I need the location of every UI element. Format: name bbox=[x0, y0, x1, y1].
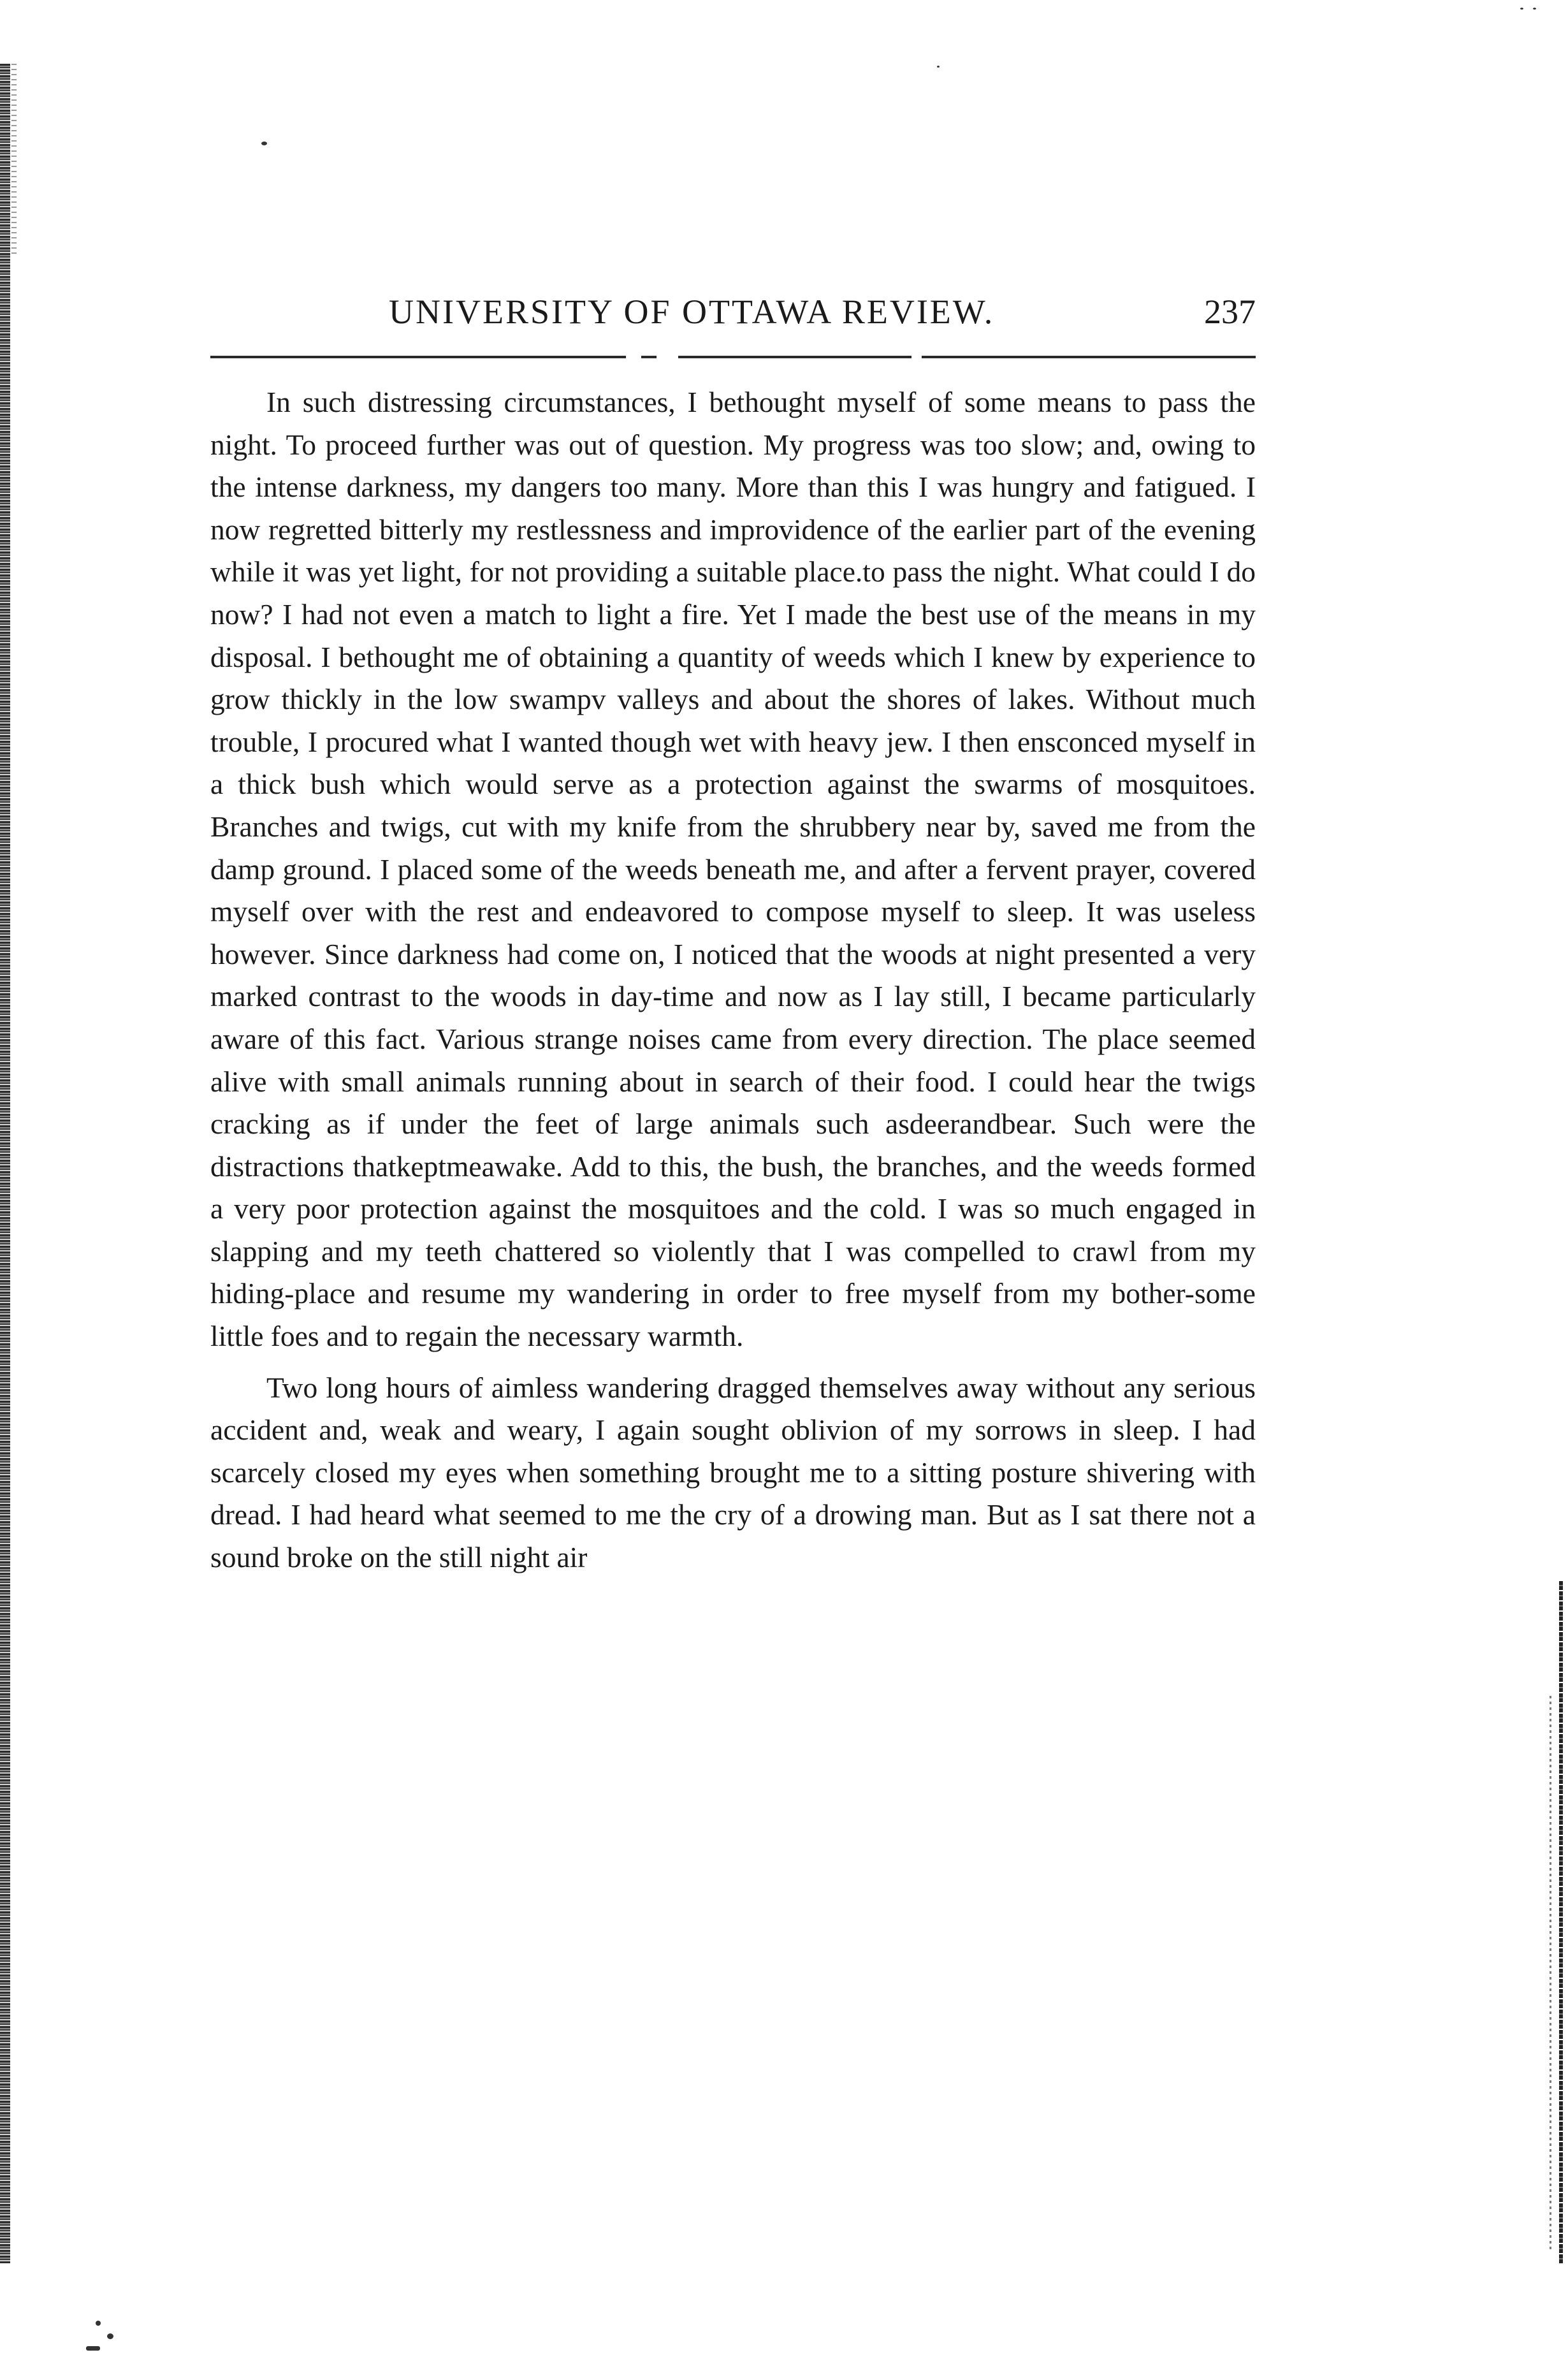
scan-speck bbox=[107, 2333, 113, 2339]
scan-binding-edge bbox=[0, 64, 10, 2263]
header-rule-break bbox=[911, 353, 922, 360]
scan-speck bbox=[96, 2321, 101, 2326]
scan-right-edge-fragment bbox=[1550, 1696, 1551, 2251]
paragraph: In such distressing circumstances, I bethought myself of some means to pass the night. To proceed further was out of question. My progress was too slow; and, owing to the intense darkness, my dangers too many. More than this I was hungry and fatigued. I now regretted bitterly my restlessness and improvidence of the earlier part of the evening while it was yet light, for not providing a suitable place.to pass the night. What could I do now? I had not even a match to light a fire. Yet I made the best use of the means in my disposal. I bethought me of obtaining a quantity of weeds which I knew by experience to grow thickly in the low swampv valleys and about the shores of lakes. Without much trouble, I procured what I wanted though wet with heavy jew. I then ensconced myself in a thick bush which would serve as a protection against the swarms of mosquitoes. Branches and twigs, cut with my knife from the shrubbery near by, saved me from the damp ground. I placed some of the weeds beneath me, and after a fervent prayer, covered myself over with the rest and endeavored to compose myself to sleep. It was useless however. Since darkness had come on, I noticed that the woods at night presented a very marked contrast to the woods in day-time and now as I lay still, I became particularly aware of this fact. Various strange noises came from every direction. The place seemed alive with small animals running about in search of their food. I could hear the twigs cracking as if under the feet of large animals such asdeerandbear. Such were the distractions thatkeptmeawake. Add to this, the bush, the branches, and the weeds formed a very poor protection against the mosquitoes and the cold. I was so much engaged in slapping and my teeth chattered so violently that I was compelled to crawl from my hiding-place and resume my wandering in order to free myself from my bother-some little foes and to regain the necessary warmth. bbox=[210, 386, 1256, 1353]
page-number: 237 bbox=[1204, 293, 1256, 331]
scan-speck bbox=[937, 66, 940, 68]
article-body bbox=[210, 381, 1256, 1579]
page-header bbox=[210, 292, 1256, 343]
scan-binding-edge-fragment bbox=[11, 64, 17, 255]
header-rule bbox=[210, 356, 1256, 358]
paragraph: Two long hours of aimless wandering dragged themselves away without any serious accident and, weak and weary, I again sought oblivion of my sorrows in sleep. I had scarcely closed my eyes when something brought me to a sitting posture shivering with dread. I had heard what seemed to me the cry of a drowing man. But as I sat there not a sound broke on the still night air bbox=[210, 1371, 1256, 1574]
header-rule-break bbox=[626, 353, 641, 360]
scan-speck bbox=[1533, 8, 1536, 10]
scan-speck bbox=[1520, 8, 1523, 10]
header-rule-break bbox=[657, 353, 678, 360]
scan-speck bbox=[86, 2346, 100, 2351]
running-head: UNIVERSITY OF OTTAWA REVIEW. bbox=[389, 293, 995, 331]
scan-speck bbox=[261, 142, 267, 145]
scan-right-edge bbox=[1559, 1581, 1563, 2263]
